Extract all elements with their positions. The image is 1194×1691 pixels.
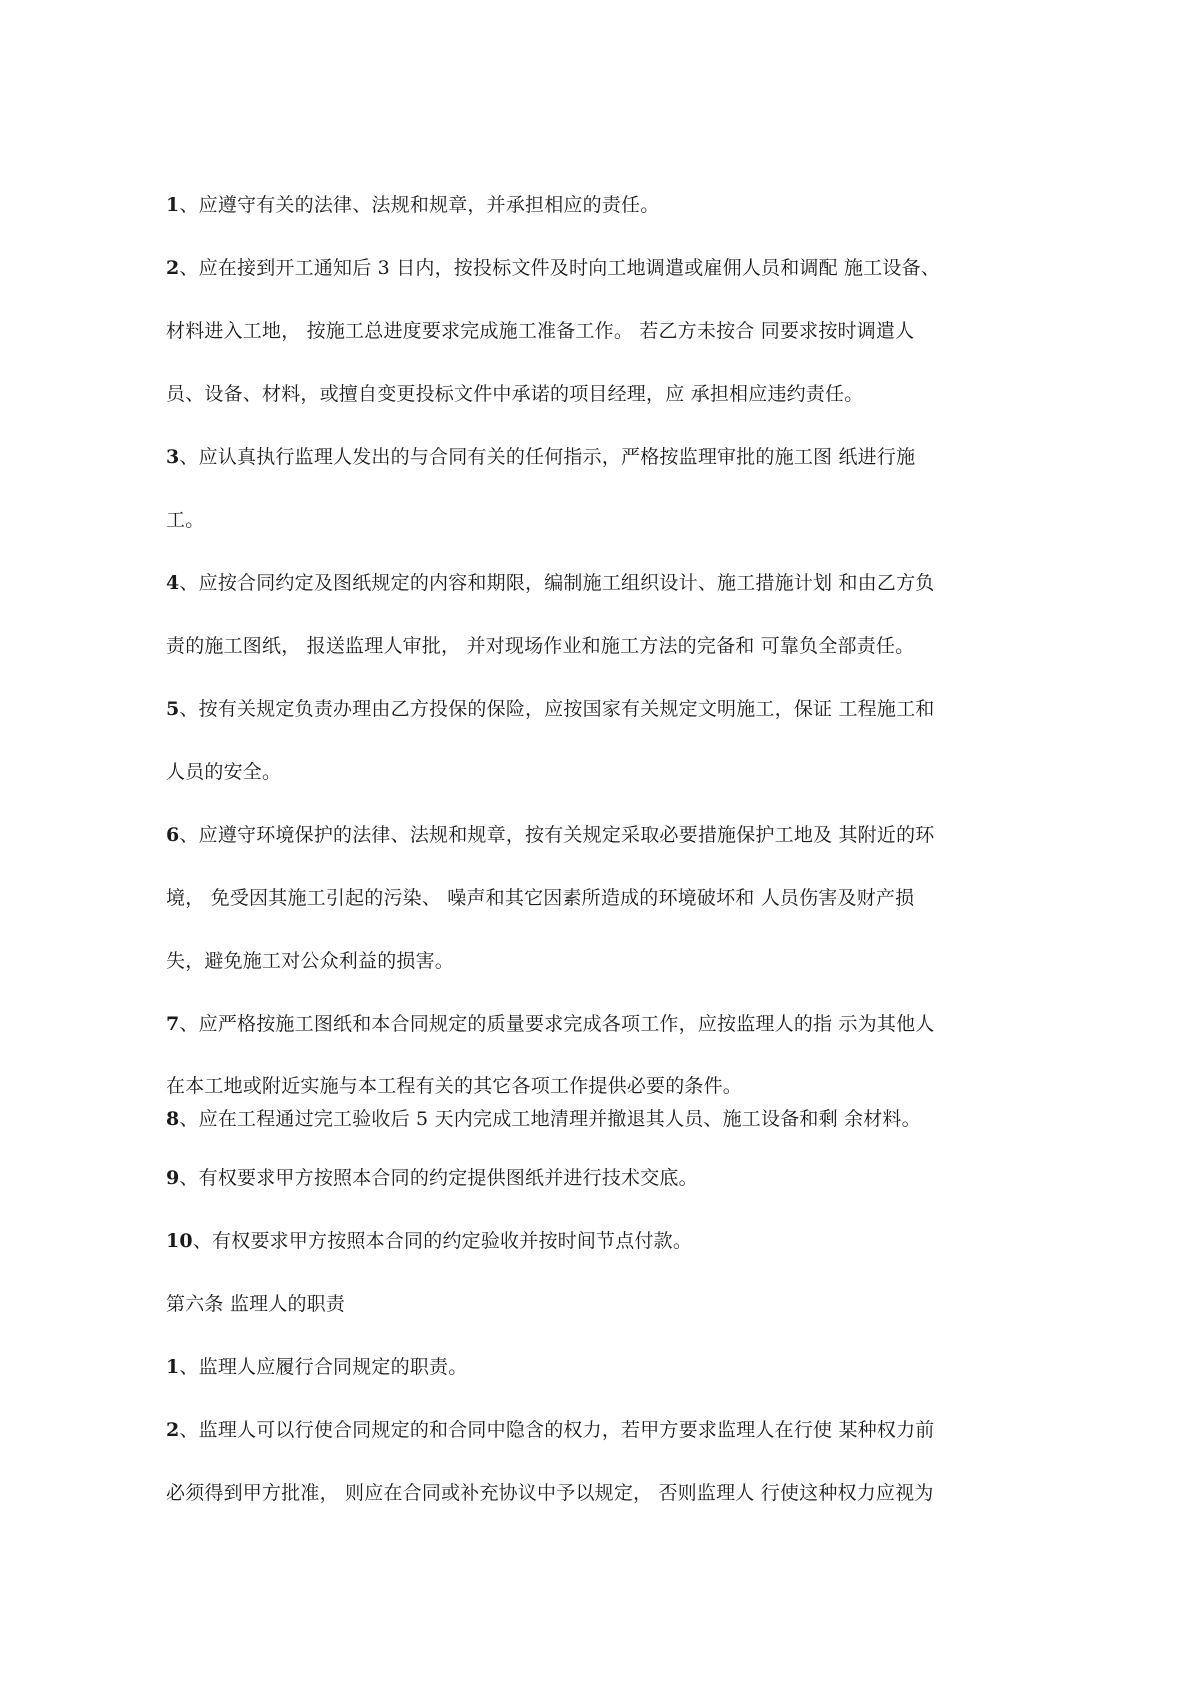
clause-number: 1 <box>166 194 180 216</box>
clause-line <box>166 886 1036 910</box>
clause-text: 第六条 监理人的职责 <box>166 1293 346 1315</box>
section-heading <box>166 1292 1036 1316</box>
clause-text: 、监理人可以行使合同规定的和合同中隐含的权力，若甲方要求监理人在行使 某种权力前 <box>179 1419 935 1441</box>
clause-text: 、应在接到开工通知后 3 日内，按投标文件及时向工地调遣或雇佣人员和调配 施工设备、 <box>179 257 941 279</box>
clause-number: 9 <box>166 1167 180 1189</box>
clause-line <box>166 1229 1036 1253</box>
clause-line <box>166 697 1036 721</box>
clause-text: 、按有关规定负责办理由乙方投保的保险，应按国家有关规定文明施工，保证 工程施工和 <box>179 698 935 720</box>
clause-line <box>166 256 1036 280</box>
clause-text: 材料进入工地， 按施工总进度要求完成施工准备工作。 若乙方未按合 同要求按时调遣人 <box>166 320 915 342</box>
clause-text: 、有权要求甲方按照本合同的约定验收并按时间节点付款。 <box>192 1230 693 1252</box>
clause-line <box>166 1012 1036 1036</box>
clause-line <box>166 319 1036 343</box>
clause-number: 2 <box>166 1419 180 1441</box>
clause-line <box>166 1107 1036 1131</box>
clause-line <box>166 508 1036 532</box>
clause-text: 人员的安全。 <box>166 761 282 783</box>
clause-number: 2 <box>166 257 180 279</box>
clause-line <box>166 1355 1036 1379</box>
clause-text: 、有权要求甲方按照本合同的约定提供图纸并进行技术交底。 <box>179 1167 698 1189</box>
clause-line <box>166 823 1036 847</box>
clause-number: 8 <box>166 1108 180 1130</box>
clause-line <box>166 445 1036 469</box>
clause-text: 境， 免受因其施工引起的污染、 噪声和其它因素所造成的环境破坏和 人员伤害及财产损 <box>166 887 915 909</box>
clause-text: 、应在工程通过完工验收后 5 天内完成工地清理并撤退其人员、施工设备和剩 余材料。 <box>179 1108 921 1130</box>
clause-number: 4 <box>166 572 180 594</box>
clause-number: 7 <box>166 1013 180 1035</box>
clause-text: 、应严格按施工图纸和本合同规定的质量要求完成各项工作，应按监理人的指 示为其他人 <box>179 1013 935 1035</box>
clause-text: 、应遵守环境保护的法律、法规和规章，按有关规定采取必要措施保护工地及 其附近的环 <box>179 824 935 846</box>
clause-line <box>166 1166 1036 1190</box>
clause-text: 责的施工图纸， 报送监理人审批， 并对现场作业和施工方法的完备和 可靠负全部责任。 <box>166 635 915 657</box>
clause-number: 6 <box>166 824 180 846</box>
clause-line <box>166 760 1036 784</box>
clause-text: 、应认真执行监理人发出的与合同有关的任何指示，严格按监理审批的施工图 纸进行施 <box>179 446 916 468</box>
clause-line <box>166 1481 1036 1505</box>
clause-number: 3 <box>166 446 180 468</box>
clause-number: 10 <box>166 1230 193 1252</box>
clause-text: 必须得到甲方批准， 则应在合同或补充协议中予以规定， 否则监理人 行使这种权力应视为 <box>166 1482 934 1504</box>
clause-text: 员、设备、材料，或擅自变更投标文件中承诺的项目经理，应 承担相应违约责任。 <box>166 383 864 405</box>
clause-line <box>166 193 1036 217</box>
clause-line <box>166 571 1036 595</box>
clause-text: 在本工地或附近实施与本工程有关的其它各项工作提供必要的条件。 <box>166 1075 743 1097</box>
clause-number: 5 <box>166 698 180 720</box>
clause-line <box>166 1074 1036 1098</box>
clause-text: 、应遵守有关的法律、法规和规章，并承担相应的责任。 <box>179 194 660 216</box>
clause-number: 1 <box>166 1356 180 1378</box>
clause-line <box>166 382 1036 406</box>
clause-text: 、监理人应履行合同规定的职责。 <box>179 1356 468 1378</box>
clause-line <box>166 1418 1036 1442</box>
clause-line <box>166 949 1036 973</box>
clause-text: 失，避免施工对公众利益的损害。 <box>166 950 455 972</box>
clause-text: 工。 <box>166 509 205 531</box>
clause-line <box>166 634 1036 658</box>
clause-text: 、应按合同约定及图纸规定的内容和期限，编制施工组织设计、施工措施计划 和由乙方负 <box>179 572 935 594</box>
